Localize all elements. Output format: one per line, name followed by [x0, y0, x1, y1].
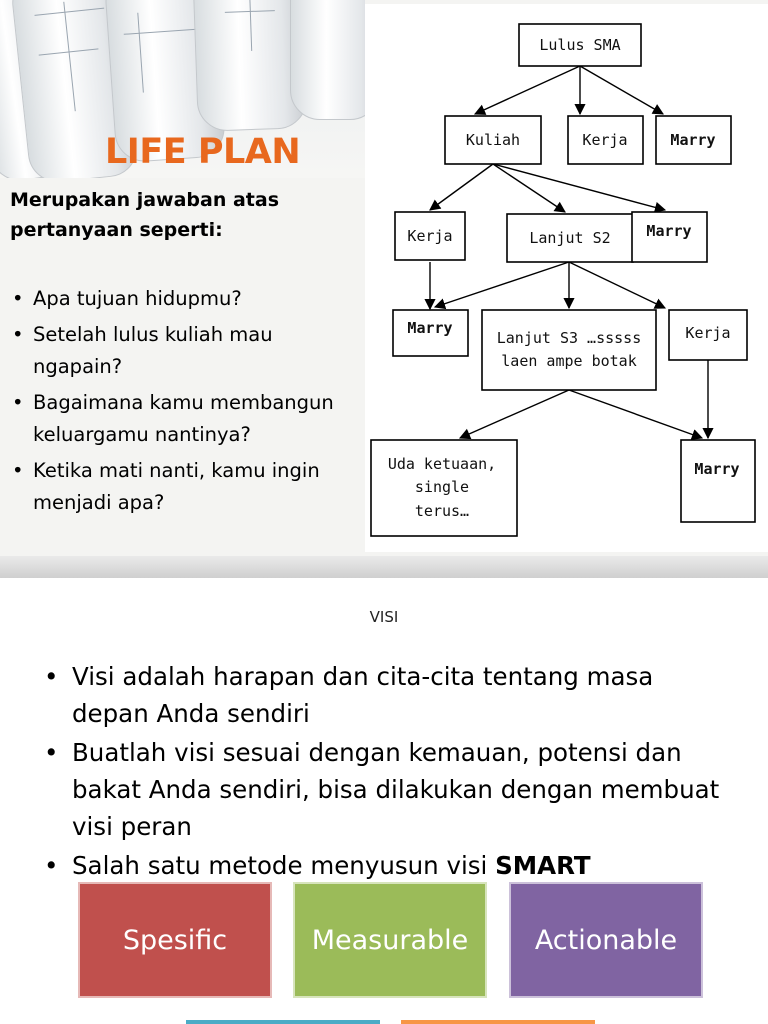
visi-heading: VISI: [369, 608, 399, 626]
edge: [569, 390, 702, 438]
svg-text:Marry: Marry: [646, 222, 692, 240]
flowchart-svg: [365, 4, 768, 552]
smart-boxes: [0, 882, 768, 998]
svg-text:terus…: terus…: [414, 502, 470, 520]
node-marry-3: [393, 310, 468, 356]
list-item: • Apa tujuan hidupmu?: [10, 283, 362, 315]
smart-box-measurable: Measurable: [293, 882, 487, 998]
node-kuliah: [445, 116, 541, 164]
svg-text:laen ampe botak: laen ampe botak: [501, 352, 637, 370]
slide-separator-bar: [0, 556, 768, 578]
edge: [430, 164, 493, 210]
svg-text:Kerja: Kerja: [407, 227, 453, 245]
edge: [569, 262, 665, 308]
list-item: • Setelah lulus kuliah mau ngapain?: [10, 319, 362, 383]
smart-keyword: SMART: [495, 851, 591, 880]
list-item: [42, 847, 732, 884]
smart-box-partial-blue: [186, 1020, 380, 1024]
edge: [460, 390, 569, 438]
list-item: • Buatlah visi sesuai dengan kemauan, potensi dan bakat Anda sendiri, bisa dilakukan dengan membuat visi peran: [42, 734, 732, 845]
smart-box-partial-orange: [401, 1020, 595, 1024]
node-lanjut-s3: [482, 310, 656, 390]
svg-text:Lanjut S3 …sssss: Lanjut S3 …sssss: [496, 329, 642, 347]
edge: [493, 164, 665, 210]
slide-title: LIFE PLAN: [105, 132, 301, 172]
svg-text:Marry: Marry: [407, 319, 453, 337]
node-lulus-sma: [519, 24, 641, 66]
svg-text:Uda ketuaan,: Uda ketuaan,: [387, 455, 497, 473]
node-uda-ketuaan: [371, 440, 517, 536]
node-kerja-2: [395, 212, 465, 260]
edge: [475, 66, 580, 114]
svg-text:Lulus SMA: Lulus SMA: [539, 36, 621, 54]
list-item: • Ketika mati nanti, kamu ingin menjadi apa?: [10, 455, 362, 519]
svg-text:Kuliah: Kuliah: [465, 131, 521, 149]
node-marry-2: [632, 212, 707, 262]
node-lanjut-s2: [507, 214, 633, 262]
node-kerja-1: [568, 116, 643, 164]
svg-text:Kerja: Kerja: [685, 324, 731, 342]
smart-lead-text: Salah satu metode menyusun visi: [72, 851, 496, 880]
svg-text:Lanjut S2: Lanjut S2: [529, 229, 611, 247]
svg-text:Marry: Marry: [694, 460, 740, 478]
edge: [493, 164, 565, 212]
visi-bullet-list: [42, 658, 732, 886]
edge: [435, 262, 569, 307]
svg-text:Marry: Marry: [670, 131, 716, 149]
question-list: [10, 283, 362, 523]
smart-box-spesific: Spesific: [78, 882, 272, 998]
node-marry-4: [681, 440, 755, 522]
intro-text: Merupakan jawaban atas pertanyaan seperti:: [10, 189, 280, 241]
edge: [580, 66, 663, 114]
node-kerja-3: [669, 310, 747, 360]
svg-text:Kerja: Kerja: [582, 131, 628, 149]
smart-box-actionable: Actionable: [509, 882, 703, 998]
list-item: • Bagaimana kamu membangun keluargamu nantinya?: [10, 387, 362, 451]
svg-text:single: single: [414, 478, 470, 496]
list-item: • Visi adalah harapan dan cita-cita tentang masa depan Anda sendiri: [42, 658, 732, 732]
node-marry-1: [656, 116, 731, 164]
life-plan-flowchart: [365, 4, 768, 552]
